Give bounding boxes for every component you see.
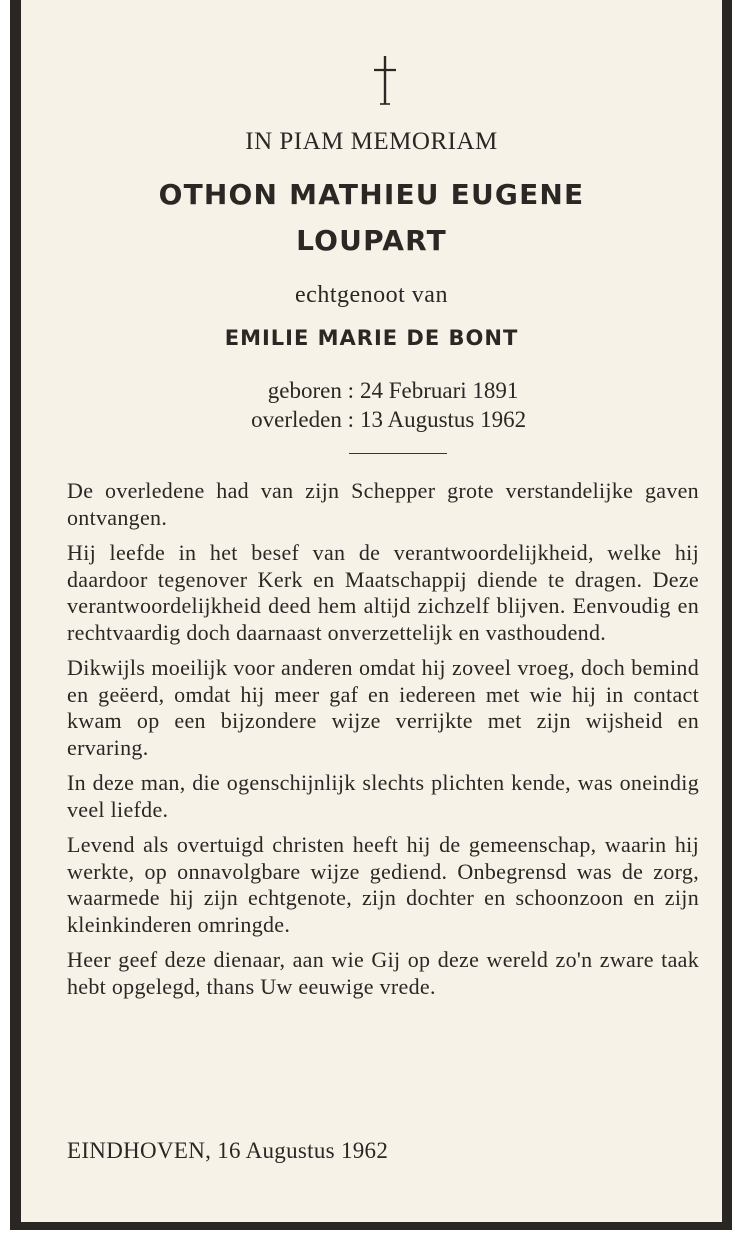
spouse-name: EMILIE MARIE DE BONT [224, 326, 519, 350]
paragraph: Dikwijls moeilijk voor anderen omdat hij zoveel vroeg, doch bemind en geëerd, omdat hij meer gaf en iedereen met wie hij in contact kwam op een bijzondere wijze verrijkte met zijn wijsheid en ervaring. [67, 655, 699, 760]
deceased-name-line-2: LOUPART [296, 224, 447, 257]
deceased-name-line-1: OTHON MATHIEU EUGENE [158, 178, 585, 211]
divider-rule [349, 453, 447, 454]
born-date: 24 Februari 1891 [360, 378, 519, 403]
paragraph: De overledene had van zijn Schepper grote verstandelijke gaven ontvangen. [67, 478, 699, 530]
death-row [207, 405, 526, 434]
life-dates [207, 376, 526, 434]
paragraph: Heer geef deze dienaar, aan wie Gij op deze wereld zo'n zware taak hebt opgelegd, thans Uw eeuwige vrede. [67, 947, 699, 999]
died-label: overleden : [251, 407, 354, 432]
born-label: geboren : [267, 378, 354, 403]
memorial-text [67, 478, 699, 1009]
paragraph: Levend als overtuigd christen heeft hij de gemeenschap, waarin hij werkte, op onnavolgbare wijze gediend. Onbegrensd was de zorg, waarmede hij zijn echtgenote, zijn dochter en schoonzoon en zijn kleinkinderen omringde. [67, 832, 699, 937]
heading-in-piam-memoriam: IN PIAM MEMORIAM [245, 128, 498, 155]
relation-text: echtgenoot van [295, 282, 448, 308]
paragraph: Hij leefde in het besef van de verantwoordelijkheid, welke hij daardoor tegenover Kerk en Maatschappij diende te dragen. Deze verantwoordelijkheid deed hem altijd zichzelf blijven. Eenvoudig en rechtvaardig doch daarnaast onverzettelijk en vasthoudend. [67, 540, 699, 645]
place-and-date: EINDHOVEN, 16 Augustus 1962 [67, 1138, 389, 1163]
birth-row [207, 376, 526, 405]
paragraph: In deze man, die ogenschijnlijk slechts plichten kende, was oneindig veel liefde. [67, 770, 699, 822]
latin-cross-icon [371, 54, 399, 106]
died-date: 13 Augustus 1962 [360, 407, 527, 432]
memorial-card [10, 0, 732, 1230]
